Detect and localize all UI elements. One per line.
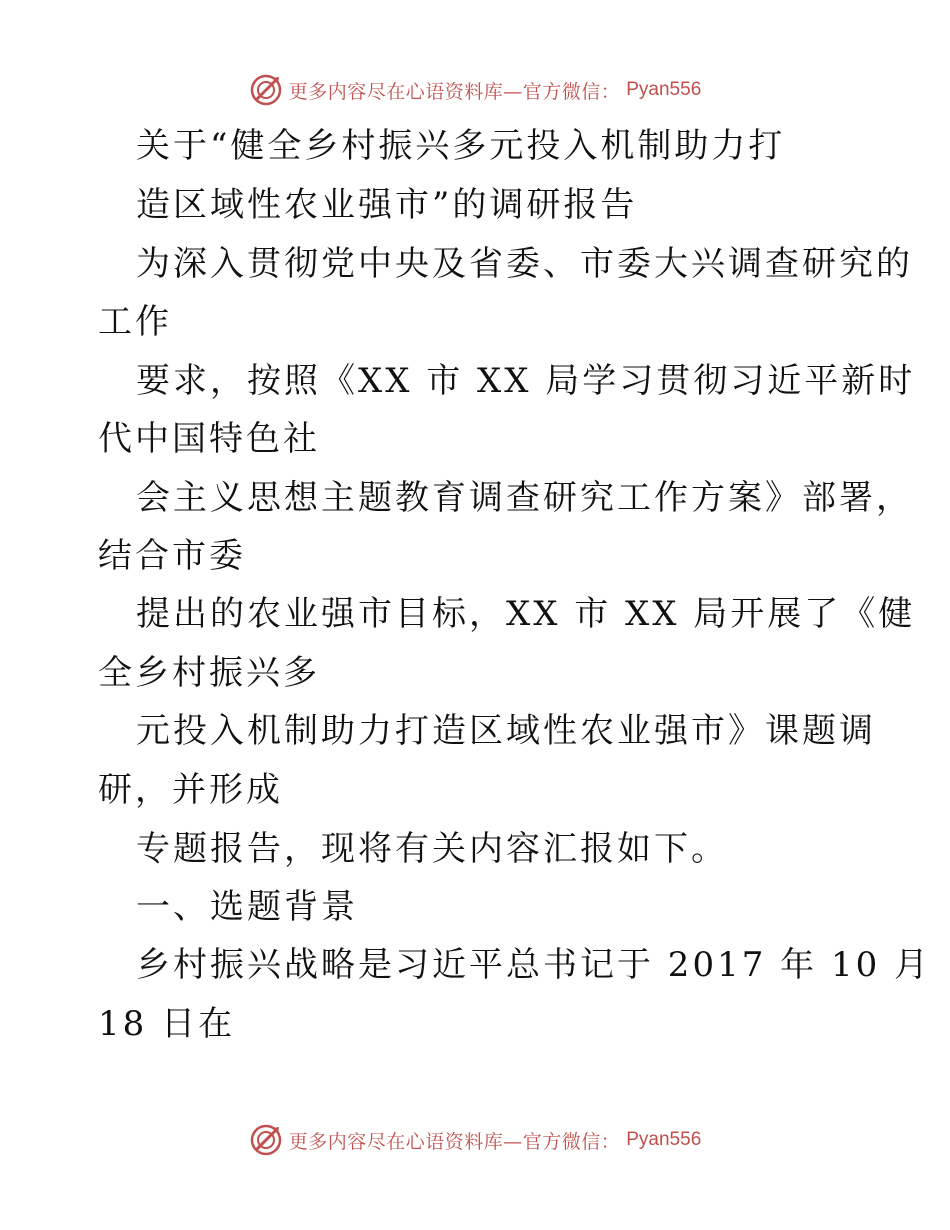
text-line: 全乡村振兴多 xyxy=(98,653,320,693)
watermark-account: Pyan556 xyxy=(626,79,702,100)
text-line: 工作 xyxy=(98,302,172,342)
text-line: 元投入机制助力打造区域性农业强市》课题调 xyxy=(136,711,876,751)
text-line: 会主义思想主题教育调查研究工作方案》部署， xyxy=(136,478,913,518)
text-line: 造区域性农业强市”的调研报告 xyxy=(136,185,638,225)
section-heading: 一、选题背景 xyxy=(136,887,358,927)
text-line: 关于“健全乡村振兴多元投入机制助力打 xyxy=(136,126,786,166)
footer-watermark xyxy=(0,1120,950,1160)
text-line: 专题报告，现将有关内容汇报如下。 xyxy=(136,829,728,869)
text-line: 为深入贯彻党中央及省委、市委大兴调查研究的 xyxy=(136,244,913,284)
text-line: 研，并形成 xyxy=(98,770,283,810)
header-watermark xyxy=(0,70,950,110)
brand-logo-icon xyxy=(249,1123,283,1157)
watermark-text: 更多内容尽在心语资料库—官方微信： xyxy=(288,80,621,103)
text-line: 提出的农业强市目标，XX 市 XX 局开展了《健 xyxy=(136,594,916,634)
text-line: 乡村振兴战略是习近平总书记于 2017 年 10 月 xyxy=(136,945,932,985)
text-line: 要求，按照《XX 市 XX 局学习贯彻习近平新时 xyxy=(136,361,916,401)
text-line: 18 日在 xyxy=(98,1004,236,1044)
watermark-account: Pyan556 xyxy=(626,1129,702,1150)
watermark-text: 更多内容尽在心语资料库—官方微信： xyxy=(288,1130,621,1153)
brand-logo-icon xyxy=(249,73,283,107)
text-line: 结合市委 xyxy=(98,536,246,576)
text-line: 代中国特色社 xyxy=(98,419,320,459)
